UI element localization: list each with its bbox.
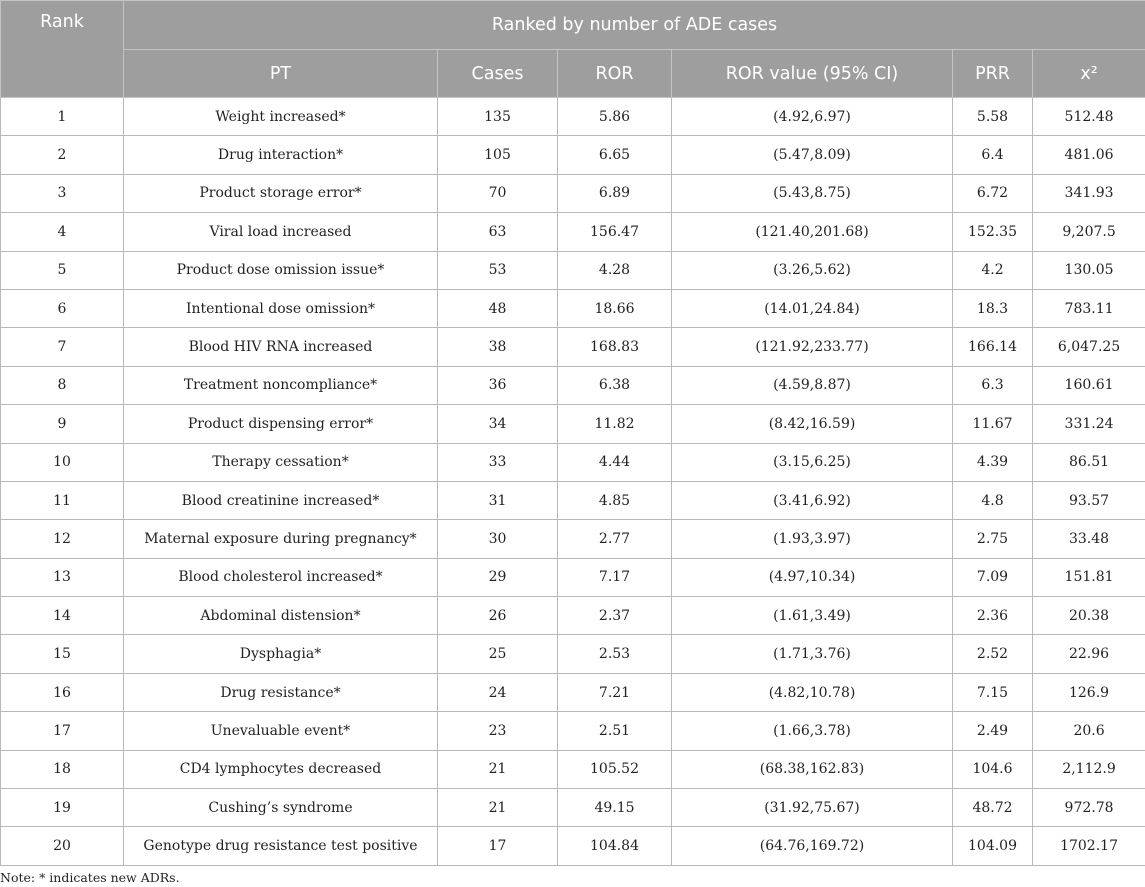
table-row <box>1 673 1145 711</box>
cell-ror: 104.84 <box>558 827 672 865</box>
cell-ror-ci: (3.41,6.92) <box>672 481 953 519</box>
table-header <box>1 1 1145 98</box>
cell-ror: 7.17 <box>558 558 672 596</box>
cell-cases: 53 <box>438 251 558 289</box>
cell-cases: 17 <box>438 827 558 865</box>
cell-pt: CD4 lymphocytes decreased <box>124 750 438 788</box>
cell-ror-ci: (14.01,24.84) <box>672 289 953 327</box>
cell-prr: 2.75 <box>953 520 1033 558</box>
cell-cases: 105 <box>438 136 558 174</box>
cell-pt: Product storage error* <box>124 174 438 212</box>
table-row <box>1 328 1145 366</box>
cell-pt: Therapy cessation* <box>124 443 438 481</box>
cell-chi-square: 2,112.9 <box>1033 750 1145 788</box>
cell-pt: Product dispensing error* <box>124 405 438 443</box>
cell-ror: 105.52 <box>558 750 672 788</box>
table-row <box>1 558 1145 596</box>
header-pt: PT <box>124 50 438 98</box>
cell-rank: 9 <box>1 405 124 443</box>
cell-rank: 3 <box>1 174 124 212</box>
cell-ror: 2.51 <box>558 712 672 750</box>
cell-ror: 6.65 <box>558 136 672 174</box>
cell-rank: 6 <box>1 289 124 327</box>
cell-rank: 2 <box>1 136 124 174</box>
cell-chi-square: 93.57 <box>1033 481 1145 519</box>
cell-rank: 1 <box>1 98 124 136</box>
cell-ror-ci: (1.61,3.49) <box>672 597 953 635</box>
cell-pt: Intentional dose omission* <box>124 289 438 327</box>
cell-rank: 20 <box>1 827 124 865</box>
cell-ror-ci: (1.93,3.97) <box>672 520 953 558</box>
cell-rank: 5 <box>1 251 124 289</box>
cell-cases: 135 <box>438 98 558 136</box>
cell-pt: Blood cholesterol increased* <box>124 558 438 596</box>
table-row <box>1 481 1145 519</box>
table-row <box>1 789 1145 827</box>
cell-prr: 4.39 <box>953 443 1033 481</box>
table-row <box>1 98 1145 136</box>
table-row <box>1 443 1145 481</box>
header-rank: Rank <box>1 1 124 98</box>
cell-prr: 2.52 <box>953 635 1033 673</box>
cell-ror: 156.47 <box>558 213 672 251</box>
cell-chi-square: 20.38 <box>1033 597 1145 635</box>
cell-ror-ci: (31.92,75.67) <box>672 789 953 827</box>
cell-cases: 24 <box>438 673 558 711</box>
cell-rank: 7 <box>1 328 124 366</box>
cell-pt: Unevaluable event* <box>124 712 438 750</box>
header-chi-square: x² <box>1033 50 1145 98</box>
cell-rank: 4 <box>1 213 124 251</box>
cell-pt: Genotype drug resistance test positive <box>124 827 438 865</box>
cell-ror-ci: (1.71,3.76) <box>672 635 953 673</box>
cell-prr: 104.6 <box>953 750 1033 788</box>
cell-ror-ci: (5.43,8.75) <box>672 174 953 212</box>
cell-prr: 2.36 <box>953 597 1033 635</box>
cell-ror: 6.89 <box>558 174 672 212</box>
cell-prr: 18.3 <box>953 289 1033 327</box>
cell-cases: 33 <box>438 443 558 481</box>
cell-prr: 104.09 <box>953 827 1033 865</box>
cell-ror: 4.28 <box>558 251 672 289</box>
cell-ror-ci: (121.92,233.77) <box>672 328 953 366</box>
table-row <box>1 597 1145 635</box>
cell-pt: Blood creatinine increased* <box>124 481 438 519</box>
cell-pt: Abdominal distension* <box>124 597 438 635</box>
cell-prr: 48.72 <box>953 789 1033 827</box>
cell-ror: 5.86 <box>558 98 672 136</box>
table-note: Note: * indicates new ADRs. <box>0 870 180 885</box>
cell-ror: 18.66 <box>558 289 672 327</box>
header-ror-ci: ROR value (95% CI) <box>672 50 953 98</box>
cell-chi-square: 6,047.25 <box>1033 328 1145 366</box>
header-ror: ROR <box>558 50 672 98</box>
cell-ror: 7.21 <box>558 673 672 711</box>
cell-chi-square: 1702.17 <box>1033 827 1145 865</box>
cell-prr: 4.8 <box>953 481 1033 519</box>
cell-ror-ci: (4.59,8.87) <box>672 366 953 404</box>
cell-prr: 6.4 <box>953 136 1033 174</box>
cell-pt: Weight increased* <box>124 98 438 136</box>
cell-pt: Blood HIV RNA increased <box>124 328 438 366</box>
cell-chi-square: 160.61 <box>1033 366 1145 404</box>
cell-ror-ci: (5.47,8.09) <box>672 136 953 174</box>
cell-cases: 63 <box>438 213 558 251</box>
cell-cases: 26 <box>438 597 558 635</box>
header-cases: Cases <box>438 50 558 98</box>
cell-cases: 48 <box>438 289 558 327</box>
cell-chi-square: 151.81 <box>1033 558 1145 596</box>
table-body <box>1 98 1145 866</box>
cell-cases: 21 <box>438 789 558 827</box>
cell-ror: 2.37 <box>558 597 672 635</box>
table-row <box>1 251 1145 289</box>
cell-ror: 2.53 <box>558 635 672 673</box>
cell-chi-square: 126.9 <box>1033 673 1145 711</box>
cell-prr: 152.35 <box>953 213 1033 251</box>
cell-rank: 18 <box>1 750 124 788</box>
cell-chi-square: 972.78 <box>1033 789 1145 827</box>
table-row <box>1 405 1145 443</box>
cell-prr: 2.49 <box>953 712 1033 750</box>
cell-rank: 16 <box>1 673 124 711</box>
cell-chi-square: 481.06 <box>1033 136 1145 174</box>
cell-chi-square: 512.48 <box>1033 98 1145 136</box>
cell-cases: 29 <box>438 558 558 596</box>
cell-chi-square: 341.93 <box>1033 174 1145 212</box>
cell-chi-square: 9,207.5 <box>1033 213 1145 251</box>
cell-chi-square: 130.05 <box>1033 251 1145 289</box>
cell-ror-ci: (121.40,201.68) <box>672 213 953 251</box>
cell-chi-square: 22.96 <box>1033 635 1145 673</box>
cell-ror-ci: (4.82,10.78) <box>672 673 953 711</box>
cell-ror-ci: (8.42,16.59) <box>672 405 953 443</box>
cell-ror: 6.38 <box>558 366 672 404</box>
table-row <box>1 712 1145 750</box>
cell-chi-square: 33.48 <box>1033 520 1145 558</box>
cell-rank: 12 <box>1 520 124 558</box>
cell-prr: 7.15 <box>953 673 1033 711</box>
cell-pt: Product dose omission issue* <box>124 251 438 289</box>
cell-ror-ci: (4.97,10.34) <box>672 558 953 596</box>
table-row <box>1 136 1145 174</box>
cell-cases: 31 <box>438 481 558 519</box>
table-row <box>1 366 1145 404</box>
cell-cases: 70 <box>438 174 558 212</box>
table-row <box>1 213 1145 251</box>
cell-rank: 17 <box>1 712 124 750</box>
cell-chi-square: 331.24 <box>1033 405 1145 443</box>
cell-ror-ci: (3.26,5.62) <box>672 251 953 289</box>
cell-cases: 36 <box>438 366 558 404</box>
table-row <box>1 289 1145 327</box>
table-row <box>1 174 1145 212</box>
cell-cases: 34 <box>438 405 558 443</box>
header-group: Ranked by number of ADE cases <box>124 1 1145 50</box>
cell-pt: Maternal exposure during pregnancy* <box>124 520 438 558</box>
cell-rank: 15 <box>1 635 124 673</box>
cell-ror: 49.15 <box>558 789 672 827</box>
cell-rank: 8 <box>1 366 124 404</box>
cell-ror: 168.83 <box>558 328 672 366</box>
cell-cases: 23 <box>438 712 558 750</box>
cell-ror: 4.44 <box>558 443 672 481</box>
cell-cases: 30 <box>438 520 558 558</box>
cell-ror-ci: (68.38,162.83) <box>672 750 953 788</box>
cell-chi-square: 86.51 <box>1033 443 1145 481</box>
cell-rank: 13 <box>1 558 124 596</box>
cell-rank: 14 <box>1 597 124 635</box>
cell-prr: 11.67 <box>953 405 1033 443</box>
cell-ror-ci: (64.76,169.72) <box>672 827 953 865</box>
cell-cases: 38 <box>438 328 558 366</box>
table-row <box>1 827 1145 865</box>
cell-pt: Drug resistance* <box>124 673 438 711</box>
cell-ror-ci: (1.66,3.78) <box>672 712 953 750</box>
cell-prr: 6.3 <box>953 366 1033 404</box>
cell-rank: 11 <box>1 481 124 519</box>
cell-cases: 21 <box>438 750 558 788</box>
cell-ror-ci: (4.92,6.97) <box>672 98 953 136</box>
cell-rank: 19 <box>1 789 124 827</box>
cell-pt: Treatment noncompliance* <box>124 366 438 404</box>
table-row <box>1 635 1145 673</box>
cell-rank: 10 <box>1 443 124 481</box>
cell-ror-ci: (3.15,6.25) <box>672 443 953 481</box>
cell-chi-square: 783.11 <box>1033 289 1145 327</box>
cell-prr: 166.14 <box>953 328 1033 366</box>
cell-pt: Cushing’s syndrome <box>124 789 438 827</box>
cell-pt: Drug interaction* <box>124 136 438 174</box>
cell-prr: 7.09 <box>953 558 1033 596</box>
cell-ror: 11.82 <box>558 405 672 443</box>
cell-ror: 4.85 <box>558 481 672 519</box>
cell-cases: 25 <box>438 635 558 673</box>
cell-prr: 4.2 <box>953 251 1033 289</box>
cell-ror: 2.77 <box>558 520 672 558</box>
header-prr: PRR <box>953 50 1033 98</box>
table-row <box>1 520 1145 558</box>
cell-pt: Dysphagia* <box>124 635 438 673</box>
table-row <box>1 750 1145 788</box>
cell-chi-square: 20.6 <box>1033 712 1145 750</box>
cell-prr: 5.58 <box>953 98 1033 136</box>
cell-pt: Viral load increased <box>124 213 438 251</box>
cell-prr: 6.72 <box>953 174 1033 212</box>
